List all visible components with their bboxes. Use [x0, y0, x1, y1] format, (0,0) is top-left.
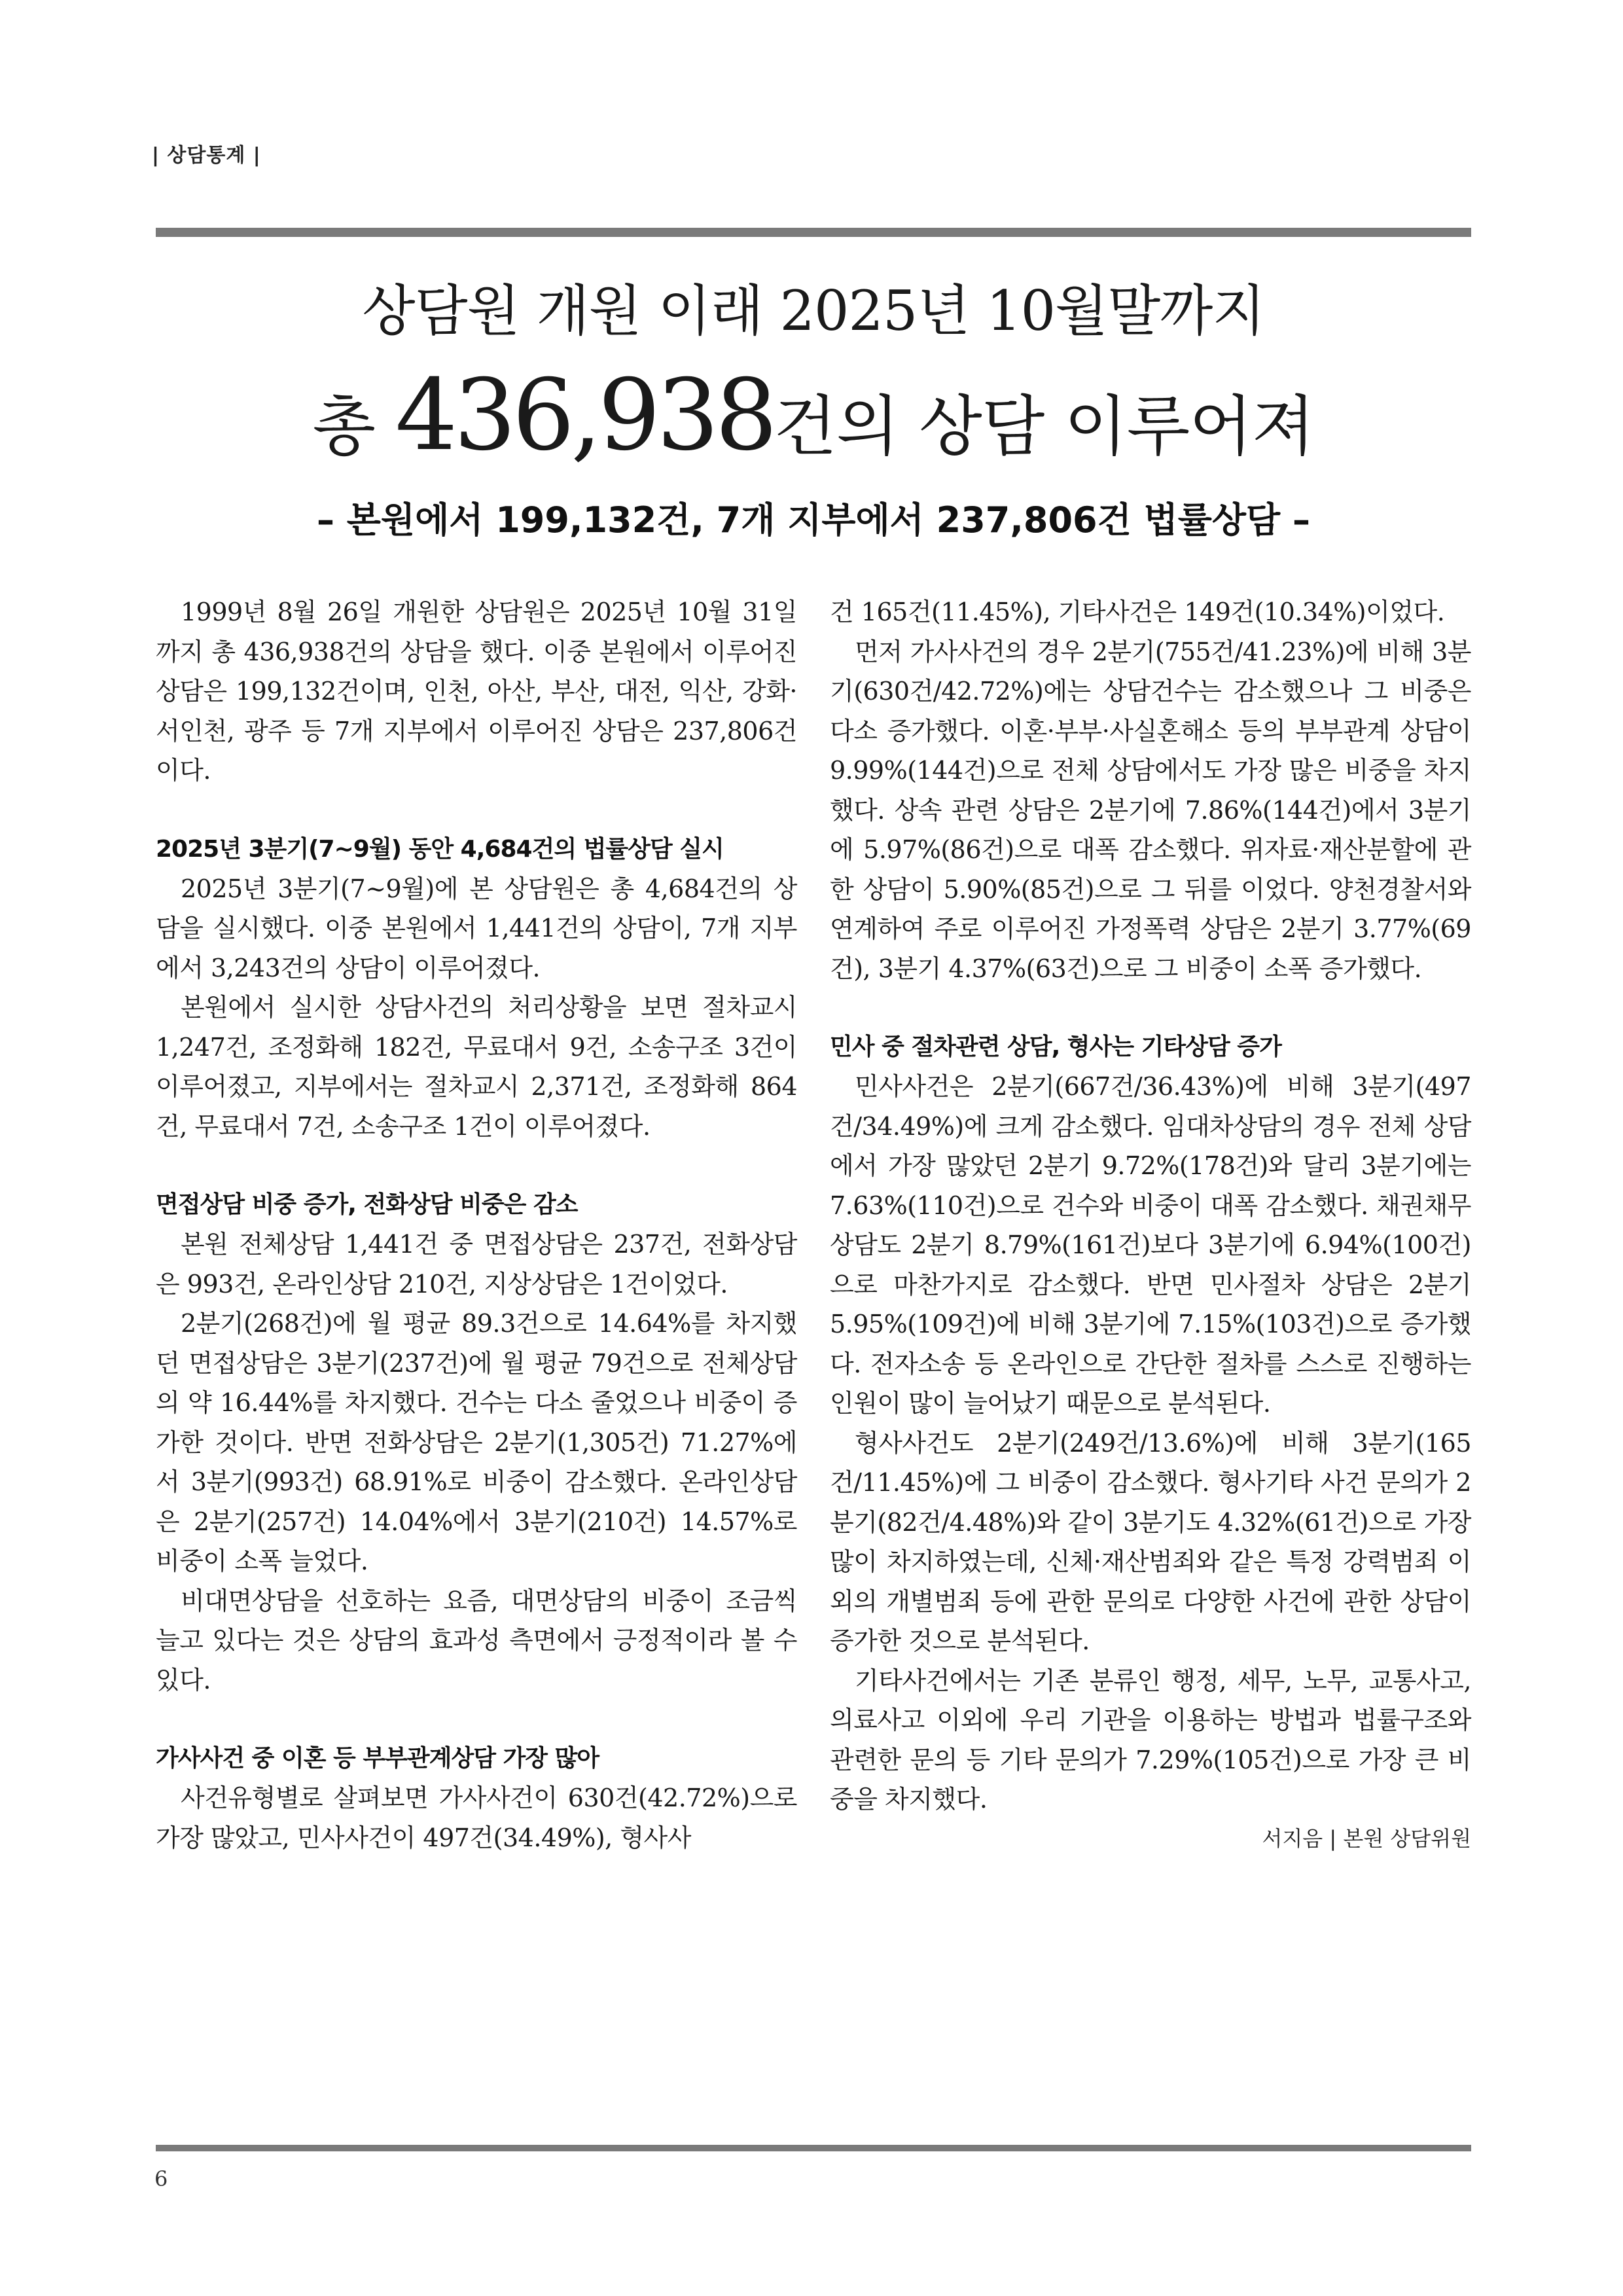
- section-heading-family-cases: 가사사건 중 이혼 등 부부관계상담 가장 많아: [156, 1745, 599, 1772]
- paragraph: 민사사건은 2분기(667건/36.43%)에 비해 3분기(497건/34.49%)에 크게 감소했다. 임대차상담의 경우 전체 상담에서 가장 많았던 2분기 9.72%(178건)와 달리 3분기에는 7.63%(110건)으로 건수와 비중이 대폭 감소했다. 채권채무 상담도 2분기 8.79%(161건)보다 3분기에 6.94%(100건)으로 마찬가지로 감소했다. 반면 민사절차 상담은 2분기 5.95%(109건)에 비해 3분기에 7.15%(103건)으로 증가했다. 전자소송 등 온라인으로 간단한 절차를 스스로 진행하는 인원이 많이 늘어났기 때문으로 분석된다.: [830, 1072, 1471, 1418]
- right-column: [830, 592, 1471, 1852]
- page-number: 6: [154, 2166, 168, 2191]
- paragraph: 사건유형별로 살펴보면 가사사건이 630건(42.72%)으로 가장 많았고, 민사사건이 497건(34.49%), 형사사: [156, 1784, 797, 1852]
- top-rule: [156, 228, 1471, 237]
- subheadline: – 본원에서 199,132건, 7개 지부에서 237,806건 법률상담 –: [316, 499, 1311, 541]
- paragraph: 먼저 가사사건의 경우 2분기(755건/41.23%)에 비해 3분기(630건/42.72%)에는 상담건수는 감소했으나 그 비중은 다소 증가했다. 이혼·부부·사실혼해소 등의 부부관계 상담이 9.99%(144건)으로 전체 상담에서도 가장 많은 비중을 차지했다. 상속 관련 상담은 2분기에 7.86%(144건)에서 3분기에 5.97%(86건)으로 대폭 감소했다. 위자료·재산분할에 관한 상담이 5.90%(85건)으로 그 뒤를 이었다. 양천경찰서와 연계하여 주로 이루어진 가정폭력 상담은 2분기 3.77%(69건), 3분기 4.37%(63건)으로 그 비중이 소폭 증가했다.: [830, 637, 1471, 983]
- paragraph: 본원에서 실시한 상담사건의 처리상황을 보면 절차교시 1,247건, 조정화해 182건, 무료대서 9건, 소송구조 3건이 이루어졌고, 지부에서는 절차교시 2,371건, 조정화해 864건, 무료대서 7건, 소송구조 1건이 이루어졌다.: [156, 993, 797, 1141]
- paragraph: 2분기(268건)에 월 평균 89.3건으로 14.64%를 차지했던 면접상담은 3분기(237건)에 월 평균 79건으로 전체상담의 약 16.44%를 차지했다. 건수는 다소 줄었으나 비중이 증가한 것이다. 반면 전화상담은 2분기(1,305건) 71.27%에서 3분기(993건) 68.91%로 비중이 감소했다. 온라인상담은 2분기(257건) 14.04%에서 3분기(210건) 14.57%로 비중이 소폭 늘었다.: [156, 1309, 797, 1575]
- headline-total-count: 436,938: [395, 359, 774, 473]
- section-heading-consult-type: 면접상담 비중 증가, 전화상담 비중은 감소: [156, 1191, 578, 1218]
- paragraph: 형사사건도 2분기(249건/13.6%)에 비해 3분기(165건/11.45%)에 그 비중이 감소했다. 형사기타 사건 문의가 2분기(82건/4.48%)와 같이 3분기도 4.32%(61건)으로 가장 많이 차지하였는데, 신체·재산범죄와 같은 특정 강력범죄 이외의 개별범죄 등에 관한 문의로 다양한 사건에 관한 상담이 증가한 것으로 분석된다.: [830, 1428, 1471, 1655]
- paragraph: 본원 전체상담 1,441건 중 면접상담은 237건, 전화상담은 993건, 온라인상담 210건, 지상상담은 1건이었다.: [156, 1230, 797, 1299]
- paragraph: 2025년 3분기(7~9월)에 본 상담원은 총 4,684건의 상담을 실시했다. 이중 본원에서 1,441건의 상담이, 7개 지부에서 3,243건의 상담이 이루어졌다.: [156, 874, 797, 982]
- headline-prefix: 총: [312, 388, 395, 465]
- paragraph-continued: 건 165건(11.45%), 기타사건은 149건(10.34%)이었다.: [830, 598, 1445, 626]
- intro-paragraph: 1999년 8월 26일 개원한 상담원은 2025년 10월 31일까지 총 436,938건의 상담을 했다. 이중 본원에서 이루어진 상담은 199,132건이며, 인천, 아산, 부산, 대전, 익산, 강화·서인천, 광주 등 7개 지부에서 이루어진 상담은 237,806건이다.: [156, 598, 797, 785]
- headline-line-2: [156, 359, 1471, 473]
- paragraph: 비대면상담을 선호하는 요즘, 대면상담의 비중이 조금씩 늘고 있다는 것은 상담의 효과성 측면에서 긍정적이라 볼 수 있다.: [156, 1586, 797, 1695]
- bottom-rule: [156, 2145, 1471, 2151]
- headline-line-1: 상담원 개원 이래 2025년 10월말까지: [362, 279, 1265, 343]
- author-byline: 서지음 | 본원 상담위원: [1262, 1825, 1471, 1851]
- headline-suffix: 건의 상담 이루어져: [774, 388, 1315, 465]
- section-tag: | 상담통계 |: [152, 144, 261, 167]
- paragraph: 기타사건에서는 기존 분류인 행정, 세무, 노무, 교통사고, 의료사고 이외에 우리 기관을 이용하는 방법과 법률구조와 관련한 문의 등 기타 문의가 7.29%(105건)으로 가장 큰 비중을 차지했다.: [830, 1666, 1471, 1814]
- section-heading-civil-criminal: 민사 중 절차관련 상담, 형사는 기타상담 증가: [830, 1033, 1281, 1060]
- section-heading-q3-total: 2025년 3분기(7~9월) 동안 4,684건의 법률상담 실시: [156, 835, 724, 863]
- left-column: [156, 592, 797, 1857]
